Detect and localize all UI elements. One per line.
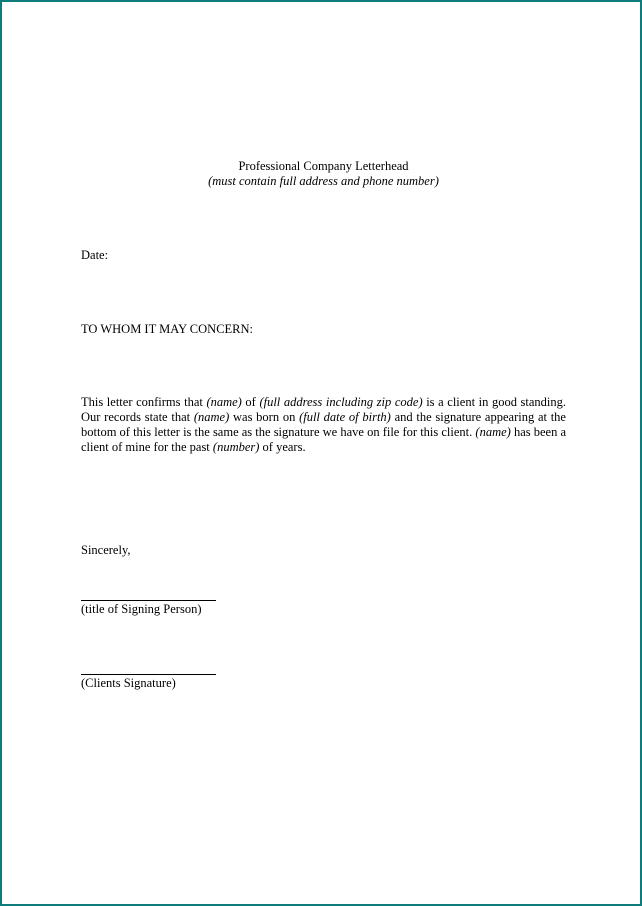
body-text-7: of years. [259,440,306,454]
body-text-6: has been a client of mine for the past [81,425,567,454]
body-text-3: is a client in good standing. Our records state that [81,395,567,424]
placeholder-name-2: (name) [193,410,230,424]
body-text-4: was born on [229,410,300,424]
placeholder-name-1: (name) [206,395,242,409]
letterhead-title: Professional Company Letterhead [238,159,409,173]
body-text-2: of [241,395,260,409]
placeholder-date-of-birth: (full date of birth) [299,410,391,424]
closing: Sincerely, [81,543,131,557]
placeholder-name-3: (name) [475,425,511,439]
signer-title-label: (title of Signing Person) [81,602,202,616]
date-label: Date: [81,248,109,262]
client-signature-label: (Clients Signature) [81,676,176,690]
body-text-1: This letter confirms that [81,395,207,409]
salutation: TO WHOM IT MAY CONCERN: [81,322,254,336]
client-signature-line [81,674,216,675]
letter-body [81,395,566,455]
body-text-5: and the signature appearing at the bottom of this letter is the same as the signature we have on file for this client. [81,410,566,439]
letterhead-subtitle: (must contain full address and phone number) [208,174,439,188]
placeholder-address: (full address including zip code) [259,395,423,409]
signer-signature-line [81,600,216,601]
placeholder-number: (number) [212,440,260,454]
letterhead [81,159,566,189]
